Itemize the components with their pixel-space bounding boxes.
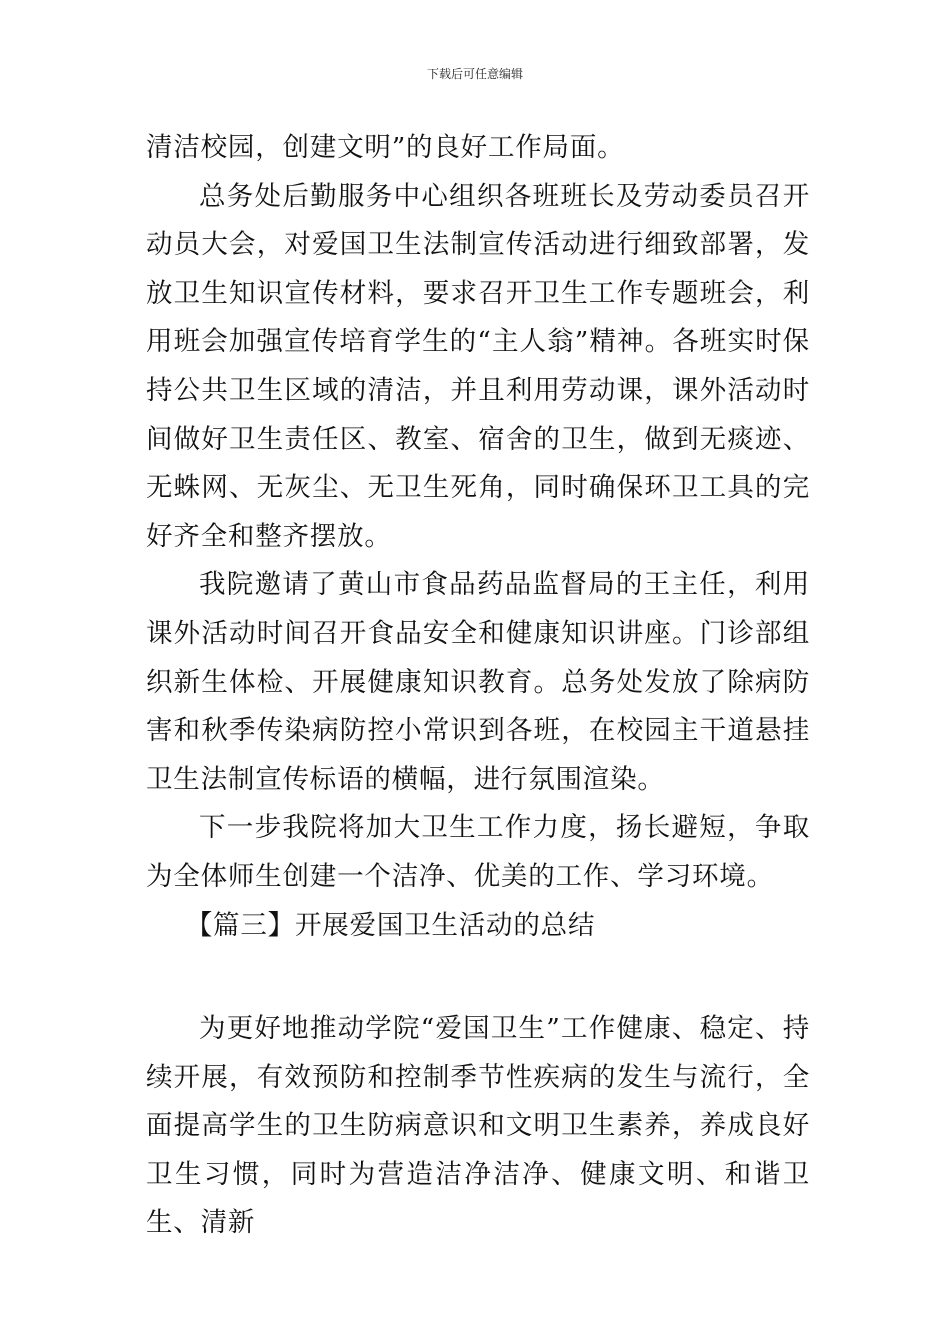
paragraph-next-steps: 下一步我院将加大卫生工作力度，扬长避短，争取为全体师生创建一个洁净、优美的工作、学习环境。: [146, 812, 810, 892]
page-header-note: 下载后可任意编辑: [426, 67, 523, 81]
section-heading: 【篇三】开展爱国卫生活动的总结: [185, 909, 596, 941]
document-body: [146, 124, 810, 1248]
paragraph-health-lecture: 我院邀请了黄山市食品药品监督局的王主任，利用课外活动时间召开食品安全和健康知识讲座。门诊部组织新生体检、开展健康知识教育。总务处发放了除病防害和秋季传染病防控小常识到各班，在校园主干道悬挂卫生法制宣传标语的横幅，进行氛围渲染。: [146, 569, 810, 795]
section-gap: [146, 950, 810, 1005]
paragraph-section-intro: 为更好地推动学院“爱国卫生”工作健康、稳定、持续开展，有效预防和控制季节性疾病的发生与流行，全面提高学生的卫生防病意识和文明卫生素养，养成良好卫生习惯，同时为营造洁净洁净、健康文明、和谐卫生、清新: [146, 1013, 810, 1239]
paragraph-logistics-meeting: 总务处后勤服务中心组织各班班长及劳动委员召开动员大会，对爱国卫生法制宣传活动进行细致部署，发放卫生知识宣传材料，要求召开卫生工作专题班会，利用班会加强宣传培育学生的“主人翁”精神。各班实时保持公共卫生区域的清洁，并且利用劳动课，课外活动时间做好卫生责任区、教室、宿舍的卫生，做到无痰迹、无蛛网、无灰尘、无卫生死角，同时确保环卫工具的完好齐全和整齐摆放。: [146, 180, 810, 552]
paragraph-continuation: 清洁校园，创建文明”的良好工作局面。: [146, 132, 625, 163]
